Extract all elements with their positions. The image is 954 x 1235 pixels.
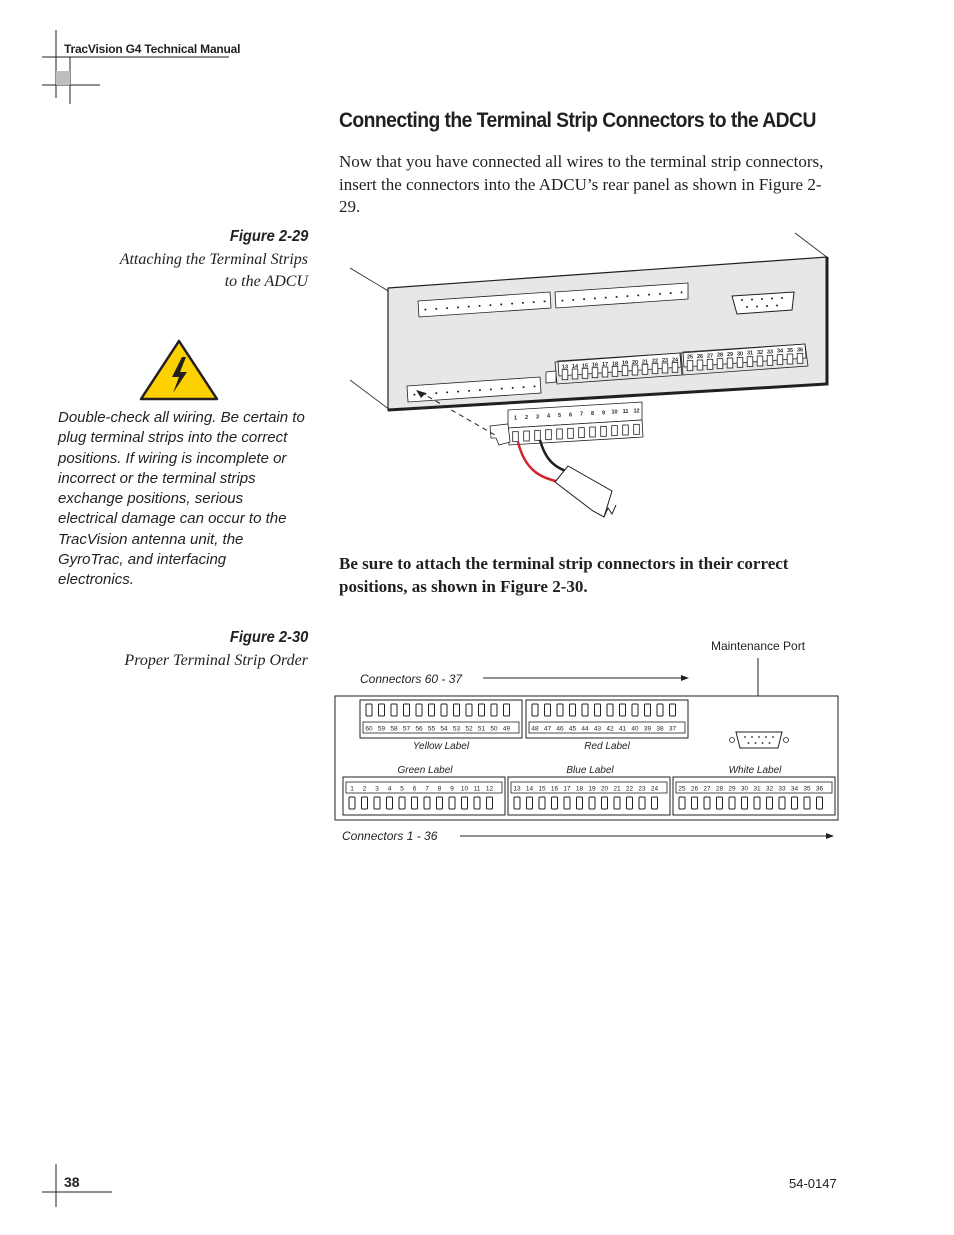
yellow-terminal-number: 60 xyxy=(365,725,373,733)
figure-30-caption: Proper Terminal Strip Order xyxy=(124,652,308,669)
adcu-strip-13-24-terminal-number: 13 xyxy=(561,364,569,371)
yellow-terminal-number: 49 xyxy=(502,725,511,733)
green-terminal-number: 7 xyxy=(425,785,429,793)
red-terminal-number: 39 xyxy=(643,725,652,733)
white-terminal-36 xyxy=(817,797,823,809)
loose-strip-1-12-terminal-tab xyxy=(524,431,530,441)
yellow-terminal-59 xyxy=(379,704,385,716)
adcu-strip-25-36-terminal-tab xyxy=(777,355,783,365)
green-terminal-5 xyxy=(399,797,405,809)
figure-29-number: Figure 2-29 xyxy=(229,228,308,245)
white-terminal-number: 35 xyxy=(803,785,811,793)
red-terminal-number: 44 xyxy=(581,725,589,733)
figure-29-caption-line2: to the ADCU xyxy=(224,273,308,290)
loose-strip-1-12-terminal-tab xyxy=(634,424,640,434)
white-terminal-32 xyxy=(767,797,773,809)
red-terminal-number: 37 xyxy=(668,725,677,733)
green-terminal-9 xyxy=(449,797,455,809)
loose-strip-1-12-terminal-tab xyxy=(546,430,552,440)
white-terminal-number: 33 xyxy=(778,785,786,793)
yellow-terminal-52 xyxy=(466,704,472,716)
adcu-strip-25-36-terminal-tab xyxy=(687,361,693,371)
green-terminal-6 xyxy=(412,797,418,809)
blue-terminal-23 xyxy=(639,797,645,809)
red-terminal-number: 43 xyxy=(593,725,602,733)
blue-terminal-16 xyxy=(552,797,558,809)
intro-paragraph: Now that you have connected all wires to the terminal strip connectors, insert the connectors into the ADCU’s rear panel as shown in Figure 2-29. xyxy=(339,152,824,216)
loose-strip-1-12-terminal-tab xyxy=(590,427,596,437)
maintenance-port-label: Maintenance Port xyxy=(710,639,806,653)
adcu-strip-25-36-terminal-number: 29 xyxy=(726,352,734,358)
adcu-strip-25-36-terminal-tab xyxy=(717,359,723,369)
green-terminal-3 xyxy=(374,797,380,809)
adcu-strip-25-36-terminal-number: 34 xyxy=(776,348,784,355)
adcu-strip-13-24-terminal-tab xyxy=(602,367,608,377)
yellow-terminal-58 xyxy=(391,704,397,716)
green-terminal-number: 10 xyxy=(460,785,469,793)
red-terminal-number: 40 xyxy=(631,725,639,733)
blue-terminal-15 xyxy=(539,797,545,809)
loose-strip-1-12-terminal-number: 3 xyxy=(535,414,540,421)
blue-terminal-19 xyxy=(589,797,595,809)
loose-strip-1-12-terminal-tab xyxy=(601,426,607,436)
document-id: 54-0147 xyxy=(789,1176,837,1191)
adcu-strip-13-24-terminal-tab xyxy=(612,366,618,376)
green-terminal-number: 5 xyxy=(400,785,404,793)
red-terminal-number: 47 xyxy=(543,725,552,733)
green-terminal-number: 8 xyxy=(437,785,442,793)
red-terminal-46 xyxy=(557,704,563,716)
loose-strip-1-12-terminal-number: 8 xyxy=(590,411,595,417)
yellow-terminal-56 xyxy=(416,704,422,716)
white-terminal-29 xyxy=(729,797,735,809)
white-terminal-28 xyxy=(717,797,723,809)
yellow-terminal-number: 52 xyxy=(465,725,473,733)
white-terminal-31 xyxy=(754,797,760,809)
adcu-strip-13-24-terminal-tab xyxy=(652,364,658,374)
white-terminal-number: 26 xyxy=(690,785,699,793)
red-terminal-number: 41 xyxy=(618,725,627,733)
adcu-strip-25-36-terminal-tab xyxy=(727,358,733,368)
blue-terminal-13 xyxy=(514,797,520,809)
white-terminal-34 xyxy=(792,797,798,809)
yellow-terminal-57 xyxy=(404,704,410,716)
adcu-strip-13-24-terminal-tab xyxy=(662,363,668,373)
manual-title: TracVision G4 Technical Manual xyxy=(64,42,241,56)
loose-strip-1-12-terminal-number: 11 xyxy=(622,409,629,415)
adcu-strip-13-24-terminal-number: 20 xyxy=(631,360,639,366)
loose-strip-1-12-terminal-number: 9 xyxy=(601,410,606,417)
red-terminal-number: 45 xyxy=(568,725,577,733)
green-terminal-10 xyxy=(462,797,468,809)
adcu-strip-25-36-terminal-tab xyxy=(737,357,743,367)
yellow-label: Yellow Label xyxy=(412,741,470,752)
blue-terminal-number: 16 xyxy=(550,785,559,793)
red-terminal-37 xyxy=(670,704,676,716)
adcu-strip-25-36-terminal-number: 28 xyxy=(716,352,724,359)
adcu-strip-25-36-terminal-number: 25 xyxy=(686,354,694,361)
loose-strip-1-12-terminal-number: 12 xyxy=(633,408,640,415)
adcu-strip-25-36-terminal-number: 30 xyxy=(736,351,744,358)
adcu-strip-25-36-terminal-tab xyxy=(797,353,803,363)
adcu-strip-25-36-terminal-tab xyxy=(747,357,753,367)
adcu-strip-13-24-terminal-number: 23 xyxy=(661,358,669,364)
adcu-strip-25-36-terminal-number: 27 xyxy=(706,353,714,360)
green-terminal-number: 3 xyxy=(375,785,379,793)
yellow-terminal-55 xyxy=(429,704,435,716)
green-terminal-12 xyxy=(487,797,493,809)
blue-terminal-number: 19 xyxy=(588,785,596,793)
white-terminal-33 xyxy=(779,797,785,809)
blue-terminal-number: 23 xyxy=(638,785,646,793)
blue-terminal-22 xyxy=(627,797,633,809)
adcu-strip-25-36-terminal-number: 33 xyxy=(766,349,774,356)
loose-strip-1-12-terminal-number: 2 xyxy=(524,415,529,421)
figure-30-number: Figure 2-30 xyxy=(229,629,308,646)
loose-strip-1-12-terminal-number: 6 xyxy=(568,412,573,419)
white-terminal-25 xyxy=(679,797,685,809)
blue-terminal-24 xyxy=(652,797,658,809)
blue-terminal-number: 21 xyxy=(613,785,621,793)
adcu-strip-25-36-terminal-tab xyxy=(707,359,713,369)
adcu-strip-25-36-terminal-tab xyxy=(757,356,763,366)
blue-terminal-number: 15 xyxy=(538,785,546,793)
yellow-terminal-49 xyxy=(504,704,510,716)
white-terminal-35 xyxy=(804,797,810,809)
loose-strip-1-12-terminal-number: 10 xyxy=(611,409,618,416)
red-terminal-45 xyxy=(570,704,576,716)
red-terminal-40 xyxy=(632,704,638,716)
white-terminal-30 xyxy=(742,797,748,809)
green-terminal-7 xyxy=(424,797,430,809)
yellow-terminal-number: 53 xyxy=(452,725,461,733)
yellow-terminal-number: 50 xyxy=(490,725,498,733)
adcu-strip-25-36-terminal-number: 35 xyxy=(786,348,794,354)
loose-strip-1-12-terminal-tab xyxy=(623,425,629,435)
green-terminal-4 xyxy=(387,797,393,809)
adcu-strip-13-24-terminal-number: 16 xyxy=(591,362,599,369)
white-terminal-number: 31 xyxy=(753,785,761,793)
yellow-terminal-50 xyxy=(491,704,497,716)
green-terminal-2 xyxy=(362,797,368,809)
yellow-terminal-53 xyxy=(454,704,460,716)
figure-29-caption-line1: Attaching the Terminal Strips xyxy=(119,251,308,268)
red-terminal-number: 48 xyxy=(531,725,539,733)
red-terminal-number: 46 xyxy=(556,725,564,733)
blue-terminal-20 xyxy=(602,797,608,809)
yellow-terminal-51 xyxy=(479,704,485,716)
blue-terminal-14 xyxy=(527,797,533,809)
yellow-terminal-number: 55 xyxy=(427,725,436,733)
adcu-strip-13-24-terminal-tab xyxy=(622,366,628,376)
loose-strip-1-12-terminal-tab xyxy=(535,430,541,440)
loose-strip-1-12-terminal-number: 5 xyxy=(557,413,562,419)
yellow-terminal-number: 57 xyxy=(402,725,411,733)
connectors-top-label: Connectors 60 - 37 xyxy=(360,672,463,686)
loose-strip-1-12-terminal-tab xyxy=(568,428,574,438)
adcu-strip-25-36-terminal-number: 31 xyxy=(746,350,754,357)
blue-terminal-number: 18 xyxy=(575,785,584,793)
adcu-strip-13-24-terminal-number: 17 xyxy=(601,362,609,368)
white-terminal-27 xyxy=(704,797,710,809)
adcu-strip-25-36-terminal-number: 32 xyxy=(756,350,764,356)
red-terminal-number: 42 xyxy=(606,725,614,733)
figure-29-illustration xyxy=(350,230,840,530)
adcu-strip-25-36-terminal-tab xyxy=(787,354,793,364)
red-terminal-42 xyxy=(607,704,613,716)
red-terminal-number: 38 xyxy=(656,725,664,733)
red-terminal-48 xyxy=(532,704,538,716)
yellow-terminal-number: 54 xyxy=(440,725,448,733)
warning-text: Double-check all wiring. Be certain to plug terminal strips into the correct positions. If wiring is incomplete or incorrect or the terminal strips exchange positions, serious electrical damage can occur to the TracVision antenna unit, the GyroTrac, and interfacing electronics. xyxy=(58,409,305,589)
loose-strip-1-12-terminal-tab xyxy=(557,429,563,439)
adcu-strip-13-24-terminal-number: 24 xyxy=(671,357,679,364)
loose-strip-1-12-terminal-number: 7 xyxy=(579,411,584,418)
adcu-strip-13-24-terminal-number: 19 xyxy=(621,360,629,367)
green-terminal-number: 9 xyxy=(450,785,454,793)
yellow-terminal-60 xyxy=(366,704,372,716)
adcu-strip-13-24-terminal-tab xyxy=(582,368,588,378)
green-terminal-number: 6 xyxy=(412,785,417,793)
red-terminal-41 xyxy=(620,704,626,716)
blue-terminal-number: 20 xyxy=(600,785,609,793)
blue-terminal-number: 14 xyxy=(525,785,534,793)
green-label: Green Label xyxy=(397,765,453,776)
adcu-strip-13-24-terminal-number: 22 xyxy=(651,358,659,365)
green-terminal-number: 11 xyxy=(473,785,481,793)
loose-strip-1-12-terminal-number: 4 xyxy=(546,413,551,420)
white-terminal-number: 36 xyxy=(815,785,824,793)
white-terminal-number: 25 xyxy=(678,785,686,793)
adcu-strip-13-24-terminal-tab xyxy=(562,370,568,380)
green-terminal-number: 12 xyxy=(485,785,494,793)
green-terminal-number: 1 xyxy=(350,785,354,793)
red-terminal-47 xyxy=(545,704,551,716)
yellow-terminal-number: 58 xyxy=(390,725,398,733)
white-terminal-number: 32 xyxy=(765,785,774,793)
green-terminal-8 xyxy=(437,797,443,809)
adcu-strip-25-36-terminal-tab xyxy=(767,355,773,365)
adcu-strip-13-24-terminal-tab xyxy=(642,364,648,374)
white-terminal-number: 29 xyxy=(728,785,736,793)
loose-strip-1-12-terminal-number: 1 xyxy=(513,415,518,422)
blue-terminal-21 xyxy=(614,797,620,809)
page-number: 38 xyxy=(64,1174,80,1190)
yellow-terminal-number: 56 xyxy=(415,725,423,733)
adcu-strip-25-36-terminal-number: 26 xyxy=(696,354,704,360)
blue-terminal-17 xyxy=(564,797,570,809)
white-terminal-26 xyxy=(692,797,698,809)
red-terminal-43 xyxy=(595,704,601,716)
figure-30-diagram xyxy=(330,630,850,850)
green-terminal-number: 4 xyxy=(387,785,392,793)
adcu-strip-13-24-terminal-tab xyxy=(632,365,638,375)
loose-strip-1-12-terminal-tab xyxy=(612,426,618,436)
adcu-strip-13-24-terminal-number: 21 xyxy=(641,359,649,366)
blue-terminal-number: 24 xyxy=(650,785,659,793)
figure-29-caption xyxy=(68,249,308,293)
green-terminal-11 xyxy=(474,797,480,809)
green-terminal-1 xyxy=(349,797,355,809)
green-terminal-number: 2 xyxy=(362,785,367,793)
adcu-strip-13-24-terminal-number: 14 xyxy=(571,364,579,370)
white-terminal-number: 34 xyxy=(790,785,799,793)
white-terminal-number: 30 xyxy=(740,785,749,793)
blue-terminal-number: 13 xyxy=(513,785,521,793)
connectors-bottom-label: Connectors 1 - 36 xyxy=(342,829,438,843)
adcu-strip-13-24-terminal-number: 18 xyxy=(611,361,619,368)
yellow-terminal-number: 51 xyxy=(477,725,486,733)
loose-strip-1-12-terminal-tab xyxy=(579,428,585,438)
yellow-terminal-number: 59 xyxy=(377,725,386,733)
blue-terminal-number: 17 xyxy=(563,785,571,793)
high-voltage-warning-icon xyxy=(139,339,219,401)
adcu-strip-13-24-terminal-tab xyxy=(572,369,578,379)
red-terminal-44 xyxy=(582,704,588,716)
white-terminal-number: 27 xyxy=(703,785,711,793)
section-heading: Connecting the Terminal Strip Connectors to the ADCU xyxy=(339,109,816,132)
adcu-strip-25-36-terminal-tab xyxy=(697,360,703,370)
white-label: White Label xyxy=(728,765,782,776)
red-label: Red Label xyxy=(584,741,630,752)
blue-terminal-number: 22 xyxy=(625,785,634,793)
adcu-strip-13-24-terminal-tab xyxy=(672,362,678,372)
loose-strip-1-12-terminal-tab xyxy=(513,432,519,442)
white-terminal-number: 28 xyxy=(715,785,724,793)
yellow-terminal-54 xyxy=(441,704,447,716)
adcu-strip-25-36-terminal-number: 36 xyxy=(796,347,804,354)
adcu-strip-13-24-terminal-number: 15 xyxy=(581,363,589,370)
adcu-strip-13-24-terminal-tab xyxy=(592,368,598,378)
attachment-note: Be sure to attach the terminal strip connectors in their correct positions, as shown in Figure 2-30. xyxy=(339,554,789,596)
red-terminal-38 xyxy=(657,704,663,716)
red-terminal-39 xyxy=(645,704,651,716)
blue-terminal-18 xyxy=(577,797,583,809)
blue-label: Blue Label xyxy=(566,765,614,776)
